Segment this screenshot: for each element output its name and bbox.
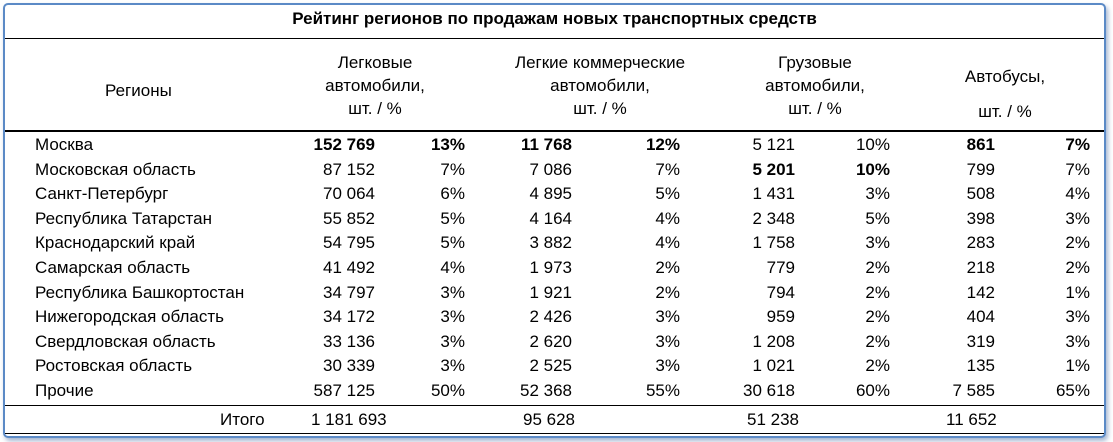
count-cell: 1 973 [529,258,572,277]
count-cell: 1 208 [752,331,795,351]
region-name: Свердловская область [35,331,216,351]
percent-cell: 2% [865,258,890,277]
percent-cell: 3% [865,184,890,204]
header-trucks [740,51,890,120]
percent-cell: 3% [1065,307,1090,327]
count-cell: 2 348 [752,208,795,228]
count-cell: 1 021 [752,356,795,376]
percent-cell: 7% [655,159,680,179]
count-cell: 799 [966,159,995,179]
header-divider [5,130,1104,132]
percent-cell: 4% [1065,184,1090,204]
sales-rating-table [3,3,1106,438]
count-cell: 7 585 [952,381,995,400]
count-cell: 4 164 [529,208,572,228]
percent-cell: 5% [865,208,890,228]
total-buses: 11 652 [946,410,997,429]
header-trucks-line3: шт. / % [788,99,842,118]
region-name: Республика Башкортостан [35,282,245,302]
percent-cell: 3% [655,331,680,351]
percent-cell: 3% [865,233,890,253]
count-cell: 30 618 [743,381,795,400]
count-cell: 508 [966,184,995,204]
percent-cell: 50% [430,381,465,400]
count-cell: 1 431 [752,184,795,204]
percent-cell: 2% [865,356,890,376]
total-divider [5,405,1104,406]
region-name: Самарская область [35,258,191,277]
region-name: Прочие [35,381,94,400]
count-cell: 3 882 [529,233,572,253]
percent-cell: 4% [655,233,680,253]
count-cell: 218 [966,258,995,277]
regions-header: Регионы [105,81,172,100]
bottom-divider [5,433,1104,434]
percent-cell: 5% [655,184,680,204]
count-cell: 34 172 [323,307,375,327]
count-cell: 70 064 [323,184,375,204]
percent-cell: 3% [440,356,465,376]
count-cell: 135 [966,356,995,376]
percent-cell: 10% [855,135,890,154]
header-passenger-line2: автомобили, [325,76,425,95]
region-name: Москва [35,135,94,154]
header-buses [940,65,1070,123]
count-cell: 11 768 [520,135,572,154]
count-cell: 52 368 [520,381,572,400]
percent-cell: 5% [440,208,465,228]
count-cell: 2 525 [529,356,572,376]
count-cell: 33 136 [323,331,375,351]
percent-cell: 7% [1065,135,1090,154]
percent-cell: 2% [655,282,680,302]
count-cell: 5 201 [752,159,795,179]
region-name: Московская область [35,159,196,179]
count-cell: 87 152 [323,159,375,179]
percent-cell: 13% [430,135,465,154]
count-cell: 2 426 [529,307,572,327]
percent-cell: 12% [645,135,680,154]
count-cell: 2 620 [529,331,572,351]
count-cell: 41 492 [323,258,375,277]
count-cell: 959 [766,307,795,327]
percent-cell: 2% [865,307,890,327]
total-trucks: 51 238 [747,410,799,429]
percent-cell: 10% [855,159,890,179]
percent-cell: 3% [440,331,465,351]
header-passenger-line3: шт. / % [348,99,402,118]
percent-cell: 2% [1065,258,1090,277]
count-cell: 30 339 [323,356,375,376]
total-lcv: 95 628 [523,410,575,429]
percent-cell: 5% [440,233,465,253]
percent-cell: 2% [865,331,890,351]
percent-cell: 1% [1065,356,1090,376]
header-lcv-line2: автомобили, [550,76,650,95]
percent-cell: 2% [1065,233,1090,253]
percent-cell: 55% [645,381,680,400]
count-cell: 587 125 [313,381,375,400]
percent-cell: 4% [655,208,680,228]
header-passenger-cars [295,51,455,120]
count-cell: 1 758 [752,233,795,253]
count-cell: 7 086 [529,159,572,179]
percent-cell: 3% [655,307,680,327]
percent-cell: 60% [855,381,890,400]
percent-cell: 1% [1065,282,1090,302]
header-trucks-line1: Грузовые [778,53,852,72]
percent-cell: 7% [1065,159,1090,179]
header-lcv [500,51,700,120]
count-cell: 5 121 [752,135,795,154]
count-cell: 142 [966,282,995,302]
header-trucks-line2: автомобили, [765,76,865,95]
region-name: Санкт-Петербург [35,184,169,204]
region-name: Республика Татарстан [35,208,212,228]
count-cell: 283 [966,233,995,253]
count-cell: 794 [766,282,795,302]
count-cell: 404 [966,307,995,327]
count-cell: 152 769 [313,135,375,154]
header-passenger-line1: Легковые [337,53,413,72]
region-name: Ростовская область [35,356,193,376]
count-cell: 54 795 [323,233,375,253]
header-lcv-line1: Легкие коммерческие [514,53,686,72]
total-passenger: 1 181 693 [311,410,387,429]
count-cell: 34 797 [323,282,375,302]
count-cell: 4 895 [529,184,572,204]
percent-cell: 3% [1065,331,1090,351]
count-cell: 398 [966,208,995,228]
percent-cell: 2% [865,282,890,302]
region-name: Краснодарский край [35,233,196,253]
percent-cell: 3% [440,282,465,302]
header-lcv-line3: шт. / % [573,99,627,118]
percent-cell: 7% [440,159,465,179]
count-cell: 1 921 [529,282,572,302]
count-cell: 319 [966,331,995,351]
percent-cell: 65% [1055,381,1090,400]
percent-cell: 6% [440,184,465,204]
title-divider [5,38,1104,39]
table-title: Рейтинг регионов по продажам новых транспортных средств [292,9,817,28]
count-cell: 779 [766,258,795,277]
percent-cell: 4% [440,258,465,277]
header-buses-line1: Автобусы, [964,67,1046,86]
header-buses-line2: шт. / % [978,102,1032,121]
percent-cell: 3% [655,356,680,376]
percent-cell: 3% [440,307,465,327]
percent-cell: 3% [1065,208,1090,228]
count-cell: 55 852 [323,208,375,228]
percent-cell: 2% [655,258,680,277]
count-cell: 861 [966,135,995,154]
region-name: Нижегородская область [35,307,224,327]
total-label: Итого [220,410,265,429]
